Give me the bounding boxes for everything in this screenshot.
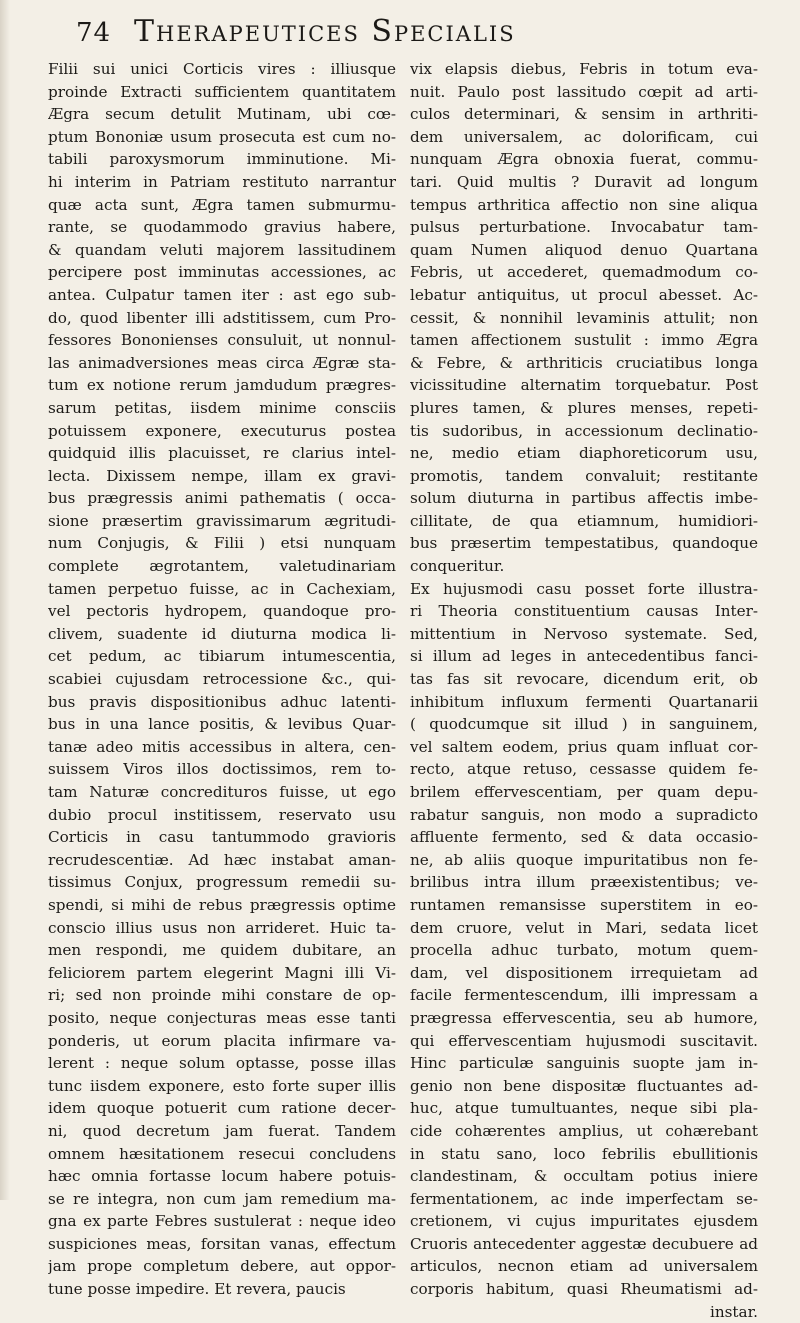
text-line: bus in una lance positis, & levibus Quar- — [48, 715, 396, 734]
text-line: dem cruore, velut in Mari, sedata licet — [410, 918, 758, 937]
text-line: ri Theoria constituentium causas Inter- — [410, 602, 758, 621]
text-columns — [48, 58, 768, 1321]
text-line: nunquam Ægra obnoxia fuerat, commu- — [410, 150, 758, 169]
text-line: ponderis, ut eorum placita infirmare va- — [48, 1031, 396, 1050]
text-line: Corticis in casu tantummodo gravioris — [48, 828, 396, 847]
text-line: vicissitudine alternatim torquebatur. Post — [410, 376, 758, 395]
text-line: brilem effervescentiam, per quam depu- — [410, 783, 758, 801]
text-line: & quandam veluti majorem lassitudinem — [48, 240, 396, 259]
text-line: suspiciones meas, forsitan vanas, effectum — [48, 1234, 396, 1253]
text-line: si illum ad leges in antecedentibus fanci- — [410, 647, 758, 666]
text-line: percipere post imminutas accessiones, ac — [48, 263, 396, 282]
text-line: cessit, & nonnihil levaminis attulit; non — [410, 308, 758, 327]
text-line: facile fermentescendum, illi impressam a — [410, 986, 758, 1005]
text-line: dam, vel dispositionem irrequietam ad — [410, 963, 758, 982]
text-line: do, quod libenter illi adstitissem, cum Pro- — [48, 308, 396, 327]
text-line: bus præsertim tempestatibus, quandoque — [410, 534, 758, 553]
text-line: runtamen remansisse superstitem in eo- — [410, 895, 758, 914]
text-line: inhibitum influxum fermenti Quartanarii — [410, 692, 758, 711]
text-line: num Conjugis, & Filii ) etsi nunquam — [48, 534, 396, 553]
text-line: affluente fermento, sed & data occasio- — [410, 828, 758, 847]
text-line: suissem Viros illos doctissimos, rem to- — [48, 760, 396, 779]
text-line: omnem hæsitationem resecui concludens — [48, 1144, 396, 1163]
text-line: procella adhuc turbato, motum quem- — [410, 941, 758, 960]
text-line: dem universalem, ac dolorificam, cui — [410, 127, 758, 146]
text-line: Filii sui unici Corticis vires : illiusque — [48, 60, 396, 78]
text-line: Cruoris antecedenter aggestæ decubuere ad — [410, 1234, 758, 1253]
text-line: quam Numen aliquod denuo Quartana — [410, 240, 758, 259]
text-line: Ægra secum detulit Mutinam, ubi cœ- — [48, 105, 396, 124]
text-line: tune posse impedire. Et revera, paucis — [48, 1280, 346, 1299]
text-line: genio non bene dispositæ fluctuantes ad- — [410, 1076, 758, 1095]
text-line: rabatur sanguis, non modo a supradicto — [410, 805, 758, 824]
text-line: recto, atque retuso, cessasse quidem fe- — [410, 760, 758, 779]
text-line: Hinc particulæ sanguinis suopte jam in- — [410, 1054, 758, 1073]
text-line: vel saltem eodem, prius quam influat cor- — [410, 737, 758, 756]
text-line: tabili paroxysmorum imminutione. Mi- — [48, 150, 396, 169]
text-line: bus prægressis animi pathematis ( occa- — [48, 489, 396, 508]
text-line: nuit. Paulo post lassitudo cœpit ad arti- — [410, 82, 758, 101]
page-number: 74 — [76, 18, 112, 48]
text-line: ri; sed non proinde mihi constare de op- — [48, 986, 396, 1005]
text-line: tis sudoribus, in accessionum declinatio- — [410, 421, 758, 440]
text-line: ne, medio etiam diaphoreticorum usu, — [410, 444, 758, 463]
text-line: ( quodcumque sit illud ) in sanguinem, — [410, 715, 758, 734]
text-line: hæc omnia fortasse locum habere potuis- — [48, 1167, 396, 1186]
text-line: prægressa effervescentia, seu ab humore, — [410, 1008, 758, 1027]
right-column — [410, 58, 758, 1323]
running-head: Therapeutices Specialis — [134, 14, 516, 49]
text-line: vix elapsis diebus, Febris in totum eva- — [410, 60, 758, 78]
text-line: jam prope completum debere, aut oppor- — [48, 1257, 396, 1276]
text-line: clandestinam, & occultam potius iniere — [410, 1167, 758, 1186]
text-line: spendi, si mihi de rebus prægressis optime — [48, 895, 396, 914]
text-line: lebatur antiquitus, ut procul abesset. Ac- — [410, 285, 758, 304]
text-line: solum diuturna in partibus affectis imbe- — [410, 489, 758, 508]
text-line: sione præsertim gravissimarum ægritudi- — [48, 511, 396, 530]
text-line: quæ acta sunt, Ægra tamen submurmu- — [48, 195, 396, 214]
text-line: fessores Bononienses consuluit, ut nonnul- — [48, 331, 396, 350]
text-line: huc, atque tumultuantes, neque sibi pla- — [410, 1099, 758, 1118]
text-line: dubio procul institissem, reservato usu — [48, 805, 396, 824]
text-line: vel pectoris hydropem, quandoque pro- — [48, 602, 396, 621]
text-line: clivem, suadente id diuturna modica li- — [48, 624, 396, 643]
text-line: & Febre, & arthriticis cruciatibus longa — [410, 353, 758, 372]
text-line: hi interim in Patriam restituto narrantur — [48, 172, 396, 191]
text-line: ne, ab aliis quoque impuritatibus non fe- — [410, 850, 758, 869]
text-line: brilibus intra illum præexistentibus; ve- — [410, 873, 758, 892]
text-line: tamen affectionem sustulit : immo Ægra — [410, 331, 758, 350]
text-line: rante, se quodammodo gravius habere, — [48, 218, 396, 237]
text-line: tunc iisdem exponere, esto forte super illis — [48, 1076, 396, 1095]
text-line: ptum Bononiæ usum prosecuta est cum no- — [48, 127, 396, 146]
text-line: qui effervescentiam hujusmodi suscitavit. — [410, 1031, 758, 1050]
text-line: men respondi, me quidem dubitare, an — [48, 941, 396, 960]
text-line: tari. Quid multis ? Duravit ad longum — [410, 172, 758, 191]
text-line: lerent : neque solum optasse, posse illas — [48, 1054, 396, 1073]
text-line: in statu sano, loco febrilis ebullitionis — [410, 1144, 758, 1163]
text-line: promotis, tandem convaluit; restitante — [410, 466, 758, 485]
page-header — [34, 14, 774, 54]
text-line: gna ex parte Febres sustulerat : neque ideo — [48, 1212, 396, 1231]
text-line: tissimus Conjux, progressum remedii su- — [48, 873, 396, 892]
text-line: tas fas sit revocare, dicendum erit, ob — [410, 670, 758, 689]
text-line: se re integra, non cum jam remedium ma- — [48, 1189, 396, 1208]
text-line: lecta. Dixissem nempe, illam ex gravi- — [48, 466, 396, 485]
text-line: complete ægrotantem, valetudinariam — [48, 557, 396, 576]
text-line: posito, neque conjecturas meas esse tanti — [48, 1008, 396, 1027]
text-line: corporis habitum, quasi Rheumatismi ad- — [410, 1280, 758, 1299]
left-column — [48, 58, 396, 1301]
text-line: potuissem exponere, executurus postea — [48, 421, 396, 440]
text-line: conscio illius usus non arrideret. Huic ta- — [48, 918, 396, 937]
text-line: cretionem, vi cujus impuritates ejusdem — [410, 1212, 758, 1231]
text-line: articulos, necnon etiam ad universalem — [410, 1257, 758, 1276]
page-gutter-shadow — [0, 0, 10, 1200]
text-line: culos determinari, & sensim in arthriti- — [410, 105, 758, 124]
catchword: instar. — [709, 1302, 758, 1321]
text-line: bus pravis dispositionibus adhuc latenti- — [48, 692, 396, 711]
text-line: tamen perpetuo fuisse, ac in Cachexiam, — [48, 579, 396, 598]
text-line: feliciorem partem elegerint Magni illi Vi- — [48, 963, 396, 982]
text-line: fermentationem, ac inde imperfectam se- — [410, 1189, 758, 1208]
text-line: plures tamen, & plures menses, repeti- — [410, 398, 758, 417]
text-line: Ex hujusmodi casu posset forte illustra- — [410, 579, 758, 598]
text-line: mittentium in Nervoso systemate. Sed, — [410, 624, 758, 643]
text-line: cide cohærentes amplius, ut cohærebant — [410, 1121, 758, 1140]
text-line: idem quoque potuerit cum ratione decer- — [48, 1099, 396, 1118]
text-line: tanæ adeo mitis accessibus in altera, cen- — [48, 737, 396, 756]
text-line: recrudescentiæ. Ad hæc instabat aman- — [48, 850, 396, 869]
text-line: tempus arthritica affectio non sine aliqua — [410, 195, 758, 214]
text-line: las animadversiones meas circa Ægræ sta- — [48, 353, 396, 372]
text-line: proinde Extracti sufficientem quantitatem — [48, 82, 396, 101]
text-line: quidquid illis placuisset, re clarius intel- — [48, 444, 396, 463]
text-line: cillitate, de qua etiamnum, humidiori- — [410, 511, 758, 530]
text-line: conqueritur. — [410, 557, 505, 576]
text-line: ni, quod decretum jam fuerat. Tandem — [48, 1121, 396, 1140]
text-line: cet pedum, ac tibiarum intumescentia, — [48, 647, 396, 666]
text-line: Febris, ut accederet, quemadmodum co- — [410, 263, 758, 282]
text-line: antea. Culpatur tamen iter : ast ego sub- — [48, 285, 396, 304]
text-line: sarum petitas, iisdem minime consciis — [48, 398, 396, 417]
text-line: pulsus perturbatione. Invocabatur tam- — [410, 218, 758, 237]
text-line: tam Naturæ concredituros fuisse, ut ego — [48, 783, 396, 801]
text-line: tum ex notione rerum jamdudum prægres- — [48, 376, 396, 395]
text-line: scabiei cujusdam retrocessione &c., qui- — [48, 670, 396, 689]
